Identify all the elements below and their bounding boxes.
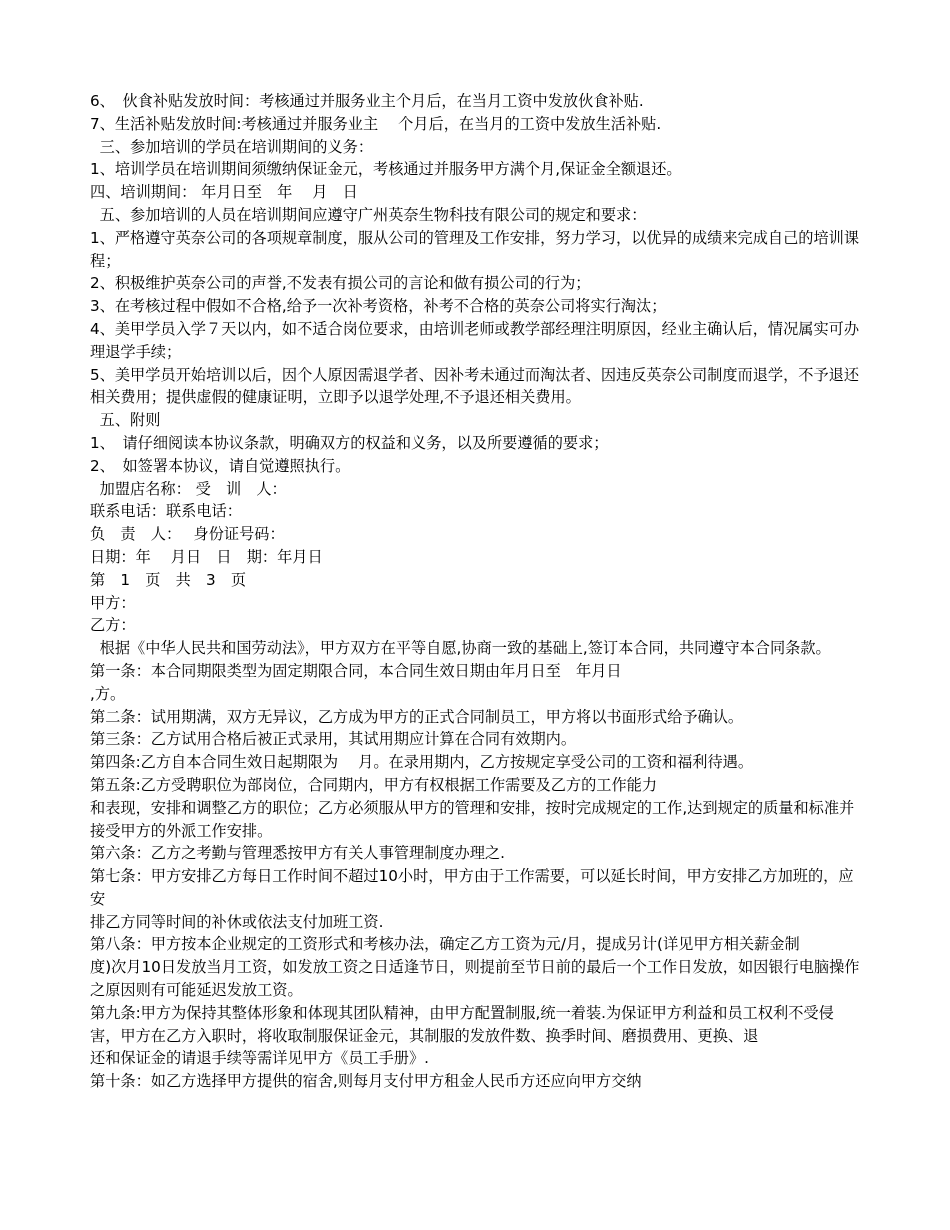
text-line: 第二条：试用期满，双方无异议，乙方成为甲方的正式合同制员工，甲方将以书面形式给予确认。 [90, 707, 744, 726]
text-line: 4、美甲学员入学７天以内，如不适合岗位要求，由培训老师或教学部经理注明原因，经业主确认后，情况属实可办理退学手续； [90, 319, 860, 361]
page-footer: 第 1 页 共 3 页 [90, 570, 247, 589]
document-body [90, 90, 860, 1093]
text-line: 负 责 人： 身份证号码： [90, 525, 285, 544]
text-line: 根据《中华人民共和国劳动法》，甲方双方在平等自愿,协商一致的基础上,签订本合同，共同遵守本合同条款。 [90, 639, 831, 658]
text-line: 加盟店名称： 受 训 人： [90, 479, 287, 498]
text-line: 乙方： [90, 616, 136, 635]
text-line: 3、在考核过程中假如不合格,给予一次补考资格，补考不合格的英奈公司将实行淘汰； [90, 297, 667, 316]
text-line: 2、积极维护英奈公司的声誉,不发表有损公司的言论和做有损公司的行为； [90, 274, 591, 293]
text-line: 排乙方同等时间的补休或依法支付加班工资. [90, 912, 384, 931]
text-line: 2、 如签署本协议，请自觉遵照执行。 [90, 456, 351, 475]
text-line: 度)次月10日发放当月工资，如发放工资之日适逢节日，则提前至节日前的最后一个工作日发放，如因银行电脑操作之原因则有可能延迟发放工资。 [90, 958, 860, 1000]
text-line: 第九条:甲方为保持其整体形象和体现其团队精神，由甲方配置制服,统一着装.为保证甲方利益和员工权利不受侵 [90, 1003, 834, 1022]
text-line: 第七条：甲方安排乙方每日工作时间不超过10小时，甲方由于工作需要，可以延长时间，甲方安排乙方加班的，应安 [90, 867, 854, 908]
text-line: 和表现，安排和调整乙方的职位；乙方必须服从甲方的管理和安排，按时完成规定的工作,达到规定的质量和标准并接受甲方的外派工作安排。 [90, 798, 855, 840]
text-line: 三、参加培训的学员在培训期间的义务： [90, 137, 374, 156]
text-line: 6、 伙食补贴发放时间：考核通过并服务业主个月后，在当月工资中发放伙食补贴. [90, 92, 644, 110]
text-line: 1、严格遵守英奈公司的各项规章制度，服从公司的管理及工作安排，努力学习，以优异的成绩来完成自己的培训课程； [90, 228, 860, 270]
text-line: 五、参加培训的人员在培训期间应遵守广州英奈生物科技有限公司的规定和要求： [90, 205, 647, 224]
text-line: 第六条：乙方之考勤与管理悉按甲方有关人事管理制度办理之. [90, 844, 505, 863]
text-line: 1、培训学员在培训期间须缴纳保证金元，考核通过并服务甲方满个月,保证金全额退还。 [90, 160, 682, 179]
text-line: 五、附则 [90, 411, 161, 430]
text-line: 7、生活补贴发放时间:考核通过并服务业主 个月后，在当月的工资中发放生活补贴. [90, 114, 662, 133]
text-line: 第五条:乙方受聘职位为部岗位，合同期内，甲方有权根据工作需要及乙方的工作能力 [90, 775, 658, 794]
text-line: 1、 请仔细阅读本协议条款，明确双方的权益和义务，以及所要遵循的要求； [90, 433, 609, 452]
text-line: 第四条:乙方自本合同生效日起期限为 月。在录用期内，乙方按规定享受公司的工资和福利待遇。 [90, 753, 754, 772]
text-line: 5、美甲学员开始培训以后，因个人原因需退学者、因补考未通过而淘汰者、因违反英奈公司制度而退学，不予退还相关费用；提供虚假的健康证明，立即予以退学处理,不予退还相关费用。 [90, 365, 860, 407]
text-line: 第一条：本合同期限类型为固定期限合同，本合同生效日期由年月日至 年月日 [90, 661, 622, 680]
text-line: 第八条：甲方按本企业规定的工资形式和考核办法，确定乙方工资为元/月，提成另计(详见甲方相关薪金制 [90, 935, 800, 954]
text-line: ,方。 [90, 684, 126, 703]
text-line: 第十条：如乙方选择甲方提供的宿舍,则每月支付甲方租金人民币方还应向甲方交纳 [90, 1072, 642, 1091]
text-line: 害，甲方在乙方入职时，将收取制服保证金元，其制服的发放件数、换季时间、磨损费用、更换、退 [90, 1026, 759, 1045]
text-line: 四、培训期间： 年月日至 年 月 日 [90, 183, 358, 202]
text-line: 联系电话：联系电话： [90, 502, 242, 521]
text-line: 第三条：乙方试用合格后被正式录用，其试用期应计算在合同有效期内。 [90, 730, 576, 749]
text-line: 日期：年 月日 日 期：年月日 [90, 547, 323, 566]
text-line: 甲方： [90, 593, 136, 612]
text-line: 还和保证金的请退手续等需详见甲方《员工手册》. [90, 1049, 429, 1068]
